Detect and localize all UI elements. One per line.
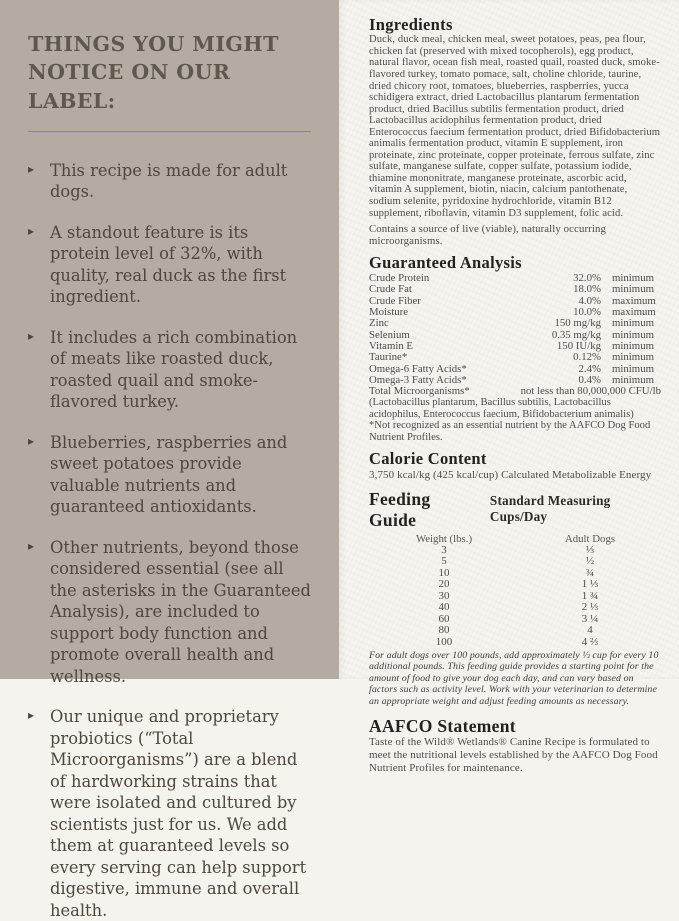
table-row [369, 296, 661, 307]
triangle-bullet-icon: ▸ [28, 708, 35, 723]
nutrient-name: Selenium [369, 328, 410, 341]
nutrient-value: 0.35 mg/kg [551, 328, 601, 341]
cups-value: ½ [585, 555, 595, 568]
table-row [369, 602, 661, 613]
nutrient-name: Zinc [369, 317, 389, 330]
ingredients-section [369, 16, 661, 248]
nutrient-name: Omega-3 Fatty Acids* [369, 373, 467, 386]
aafco-statement-section [369, 717, 661, 775]
nutrient-value: 18.0% [573, 283, 601, 296]
table-row [369, 614, 661, 625]
cups-value: ⅓ [585, 543, 595, 556]
aafco-statement-text: Taste of the Wild® Wetlands® Canine Recipe is formulated to meet the nutritional levels established by the AAFCO Dog Food Nutrient Profiles for maintenance. [369, 736, 658, 774]
table-row [369, 318, 661, 329]
live-microorganisms-note: Contains a source of live (viable), naturally occurring microorganisms. [369, 223, 606, 247]
nutrient-qualifier: minimum [612, 272, 654, 285]
nutrient-value: 4.0% [578, 294, 601, 307]
list-item [28, 160, 313, 203]
nutrient-name: Vitamin E [369, 339, 414, 352]
table-row [369, 284, 661, 295]
adult-dogs-column-header: Adult Dogs [564, 532, 616, 545]
nutrient-value: 150 IU/kg [556, 339, 601, 352]
calorie-content-text: 3,750 kcal/kg (425 kcal/cup) Calculated Metabolizable Energy [369, 468, 652, 481]
nutrient-qualifier: minimum [612, 317, 654, 330]
list-item [28, 327, 313, 413]
weight-value: 20 [438, 578, 450, 591]
weight-value: 60 [438, 612, 450, 625]
guaranteed-analysis-section [369, 254, 661, 444]
nutrition-label-panel [339, 0, 679, 774]
nutrient-qualifier: minimum [612, 362, 654, 375]
weight-value: 40 [438, 601, 450, 614]
left-panel-heading: THINGS YOU MIGHT NOTICE ON OUR LABEL: [28, 32, 279, 113]
table-row [369, 364, 661, 375]
nutrient-name: Crude Fat [369, 283, 412, 296]
weight-value: 5 [441, 555, 447, 568]
nutrient-qualifier: minimum [612, 283, 654, 296]
nutrient-value: 10.0% [573, 306, 601, 319]
bullet-text: Blueberries, raspberries and sweet potatoes provide valuable nutrients and guaranteed antioxidants. [50, 432, 288, 517]
cups-value: ¾ [585, 566, 595, 579]
nutrient-value: 32.0% [573, 272, 601, 285]
bullet-list [28, 160, 313, 921]
nutrient-value: 0.12% [573, 351, 601, 364]
table-row [369, 568, 661, 579]
weight-value: 80 [438, 624, 450, 637]
table-row [369, 341, 661, 352]
table-row [369, 330, 661, 341]
cups-value: 1 ⅓ [581, 578, 599, 591]
aafco-statement-heading: AAFCO Statement [369, 716, 516, 737]
nutrient-value: 0.4% [578, 373, 601, 386]
list-item [28, 706, 313, 921]
table-row [369, 375, 661, 386]
cups-value: 2 ⅓ [581, 601, 599, 614]
bullet-text: Other nutrients, beyond those considered essential (see all the asterisks in the Guaranteed Analysis), are included to support body function and promote overall health and wellness. [50, 537, 311, 686]
cups-value: 3 ¼ [581, 612, 599, 625]
triangle-bullet-icon: ▸ [28, 328, 35, 343]
table-row [369, 352, 661, 363]
nutrient-qualifier: maximum [612, 294, 656, 307]
calorie-content-heading: Calorie Content [369, 449, 487, 469]
table-row [369, 556, 661, 567]
cups-value: 4 [587, 624, 593, 637]
list-item [28, 432, 313, 518]
feeding-guide-heading: Feeding Guide [369, 488, 431, 530]
table-row [369, 637, 661, 648]
measuring-cups-subheading: Standard Measuring Cups/Day [489, 492, 611, 524]
table-row [369, 579, 661, 590]
feeding-guide-column-headers [369, 533, 661, 545]
nutrient-qualifier: minimum [612, 351, 654, 364]
nutrient-qualifier: minimum [612, 339, 654, 352]
weight-value: 100 [435, 635, 453, 648]
weight-value: 10 [438, 566, 450, 579]
table-row [369, 545, 661, 556]
nutrient-value: 150 mg/kg [554, 317, 601, 330]
nutrient-name: Omega-6 Fatty Acids* [369, 362, 467, 375]
bullet-text: Our unique and proprietary probiotics (“Total Microorganisms”) are a blend of hardworking strains that were isolated and cultured by scientists just for us. We add them at guaranteed levels so every serving can help support digestive, immune and overall health. [50, 707, 307, 920]
weight-column-header: Weight (lbs.) [415, 532, 473, 545]
list-item [28, 222, 313, 308]
nutrient-name: Crude Protein [369, 272, 430, 285]
table-row [369, 273, 661, 284]
bullet-text: This recipe is made for adult dogs. [50, 160, 288, 202]
nutrient-qualifier: maximum [612, 306, 656, 319]
calorie-content-section [369, 450, 661, 480]
nutrient-qualifier: minimum [612, 328, 654, 341]
triangle-bullet-icon: ▸ [28, 161, 35, 176]
feeding-guide-table [369, 545, 661, 648]
nutrient-name: Taurine* [369, 351, 408, 364]
table-row [369, 591, 661, 602]
feeding-guide-header-row [369, 489, 661, 531]
feeding-guide-section [369, 489, 661, 707]
bullet-text: A standout feature is its protein level of 32%, with quality, real duck as the first ingredient. [50, 222, 287, 307]
triangle-bullet-icon: ▸ [28, 538, 35, 553]
table-row [369, 625, 661, 636]
bullet-text: It includes a rich combination of meats like roasted duck, roasted quail and smoke-flavored turkey. [50, 327, 298, 412]
ingredients-heading: Ingredients [369, 15, 453, 34]
probiotic-species-list: (Lactobacillus plantarum, Bacillus subtilis, Lactobacillus acidophilus, Enterococcus faecium, Bifidobacterium animalis) [369, 396, 634, 420]
guaranteed-analysis-table [369, 273, 661, 397]
nutrient-name: Total Microorganisms* [369, 385, 470, 398]
table-row-total-microorganisms [369, 386, 661, 397]
triangle-bullet-icon: ▸ [28, 433, 35, 448]
nutrient-value: 2.4% [578, 362, 601, 375]
weight-value: 30 [438, 589, 450, 602]
asterisk-footnote: *Not recognized as an essential nutrient by the AAFCO Dog Food Nutrient Profiles. [369, 420, 651, 443]
list-item [28, 537, 313, 688]
nutrient-qualifier: minimum [612, 373, 654, 386]
table-row [369, 307, 661, 318]
nutrient-name: Crude Fiber [369, 294, 421, 307]
guaranteed-analysis-heading: Guaranteed Analysis [369, 252, 522, 272]
triangle-bullet-icon: ▸ [28, 223, 35, 238]
heading-divider [28, 131, 311, 132]
nutrient-value: not less than 80,000,000 CFU/lb [520, 385, 661, 398]
ingredients-text: Duck, duck meal, chicken meal, sweet potatoes, peas, pea flour, chicken fat (preserved with mixed tocopherols), egg product, natural flavor, ocean fish meal, roasted quail, roasted duck, smoke-flavored turkey, tomato pomace, salt, choline chloride, taurine, dried chicory root, tomatoes, blueberries, raspberries, yucca schidigera extract, dried Lactobacillus plantarum fermentation product, dried Bacillus subtilis fermentation product, dried Lactobacillus acidophilus fermentation product, dried Enterococcus faecium fermentation product, dried Bifidobacterium animalis fermentation product, vitamin E supplement, iron proteinate, zinc proteinate, copper proteinate, ferrous sulfate, zinc sulfate, manganese sulfate, copper sulfate, potassium iodide, thiamine mononitrate, manganese proteinate, ascorbic acid, vitamin A supplement, biotin, niacin, calcium pantothenate, sodium selenite, pyridoxine hydrochloride, vitamin B12 supplement, riboflavin, vitamin D3 supplement, folic acid. [369, 34, 661, 219]
cups-value: 4 ⅔ [581, 635, 599, 648]
cups-value: 1 ¾ [581, 589, 599, 602]
left-info-panel [0, 0, 339, 920]
feeding-guide-footnote: For adult dogs over 100 pounds, add approximately ⅓ cup for every 10 additional pounds. This feeding guide provides a starting point for the amount of food to give your dog each day, and can vary based on factors such as activity level. Work with your veterinarian to determine an appropriate weight and adjust feeding amounts as necessary. [369, 649, 659, 707]
weight-value: 3 [441, 543, 447, 556]
nutrient-name: Moisture [369, 306, 408, 319]
